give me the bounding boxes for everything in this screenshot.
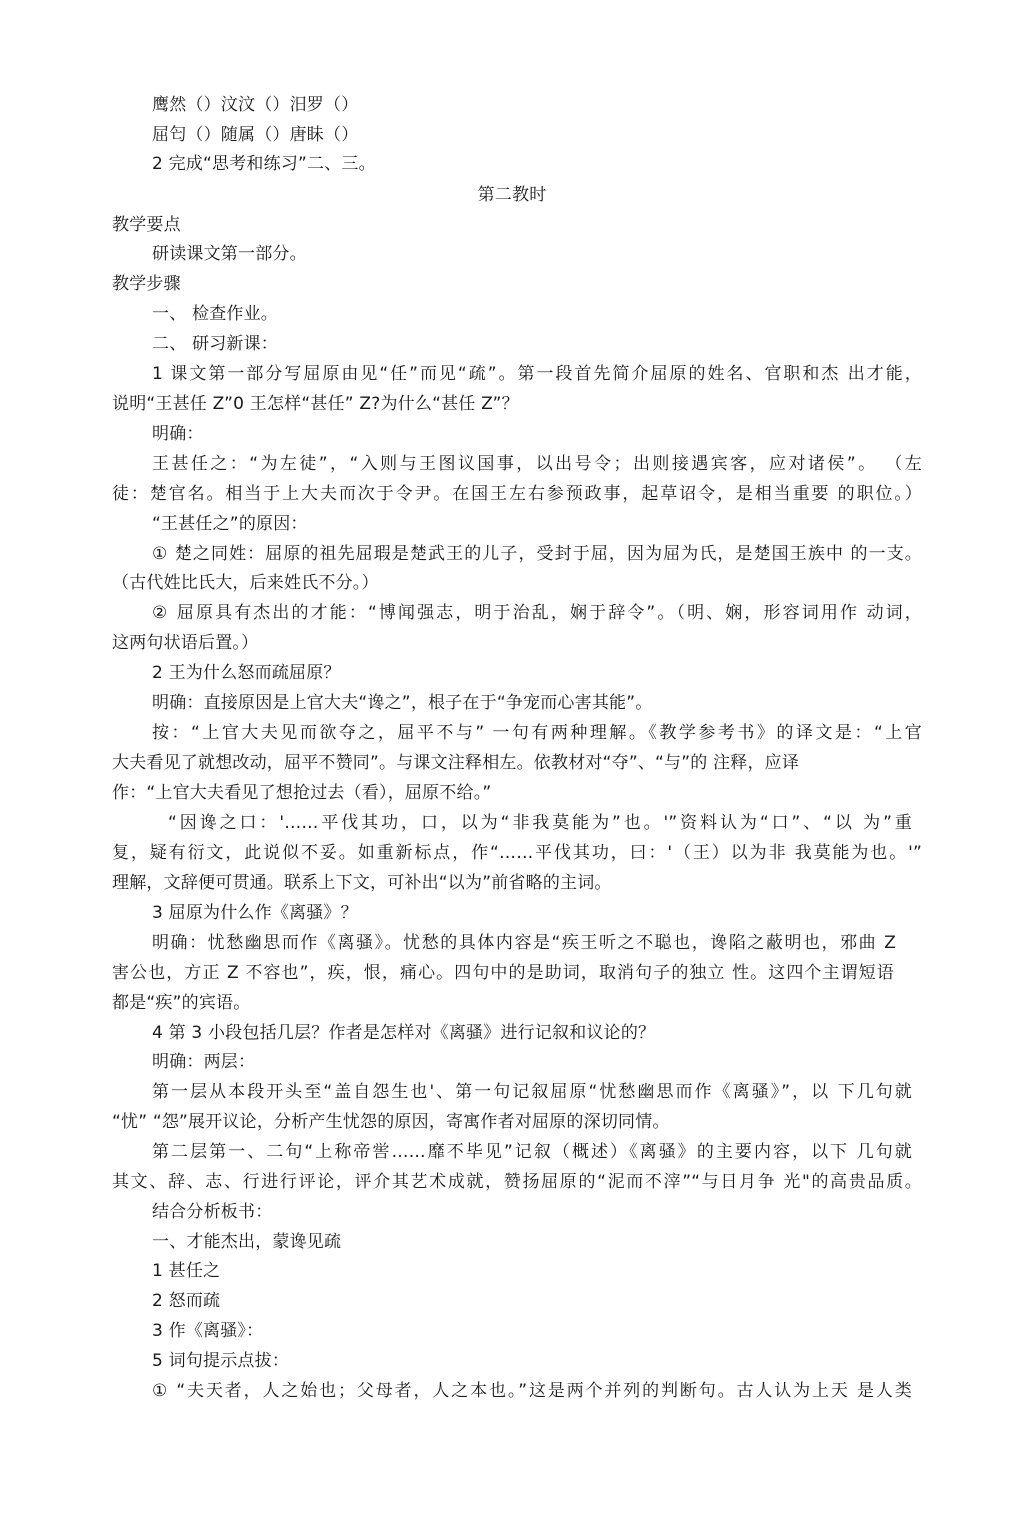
text-line-17: （古代姓比氏大，后来姓氏不分。） <box>112 573 379 593</box>
text-line-19: 这两句状语后置。） <box>112 633 259 653</box>
text-line-12: 明确： <box>152 424 204 444</box>
text-line-29: 明确：忧愁幽思而作《离骚》。忧愁的具体内容是“疾王听之不聪也，谗陷之蔽明也，邪曲 Z <box>152 933 896 953</box>
text-line-9: 二、 研习新课： <box>152 334 279 354</box>
text-line-13: 王甚任之：“为左徒”，“入则与王图议国事，以出号令；出则接遇宾客，应对诸侯”。 （左 <box>152 454 922 474</box>
text-line-33: 明确：两层： <box>152 1052 256 1072</box>
text-line-10: 1 课文第一部分写屈原由见“任”而见“疏”。第一段首先简介屈原的姓名、官职和杰 出才能， <box>152 364 922 384</box>
text-line-41: 2 怒而疏 <box>152 1291 221 1311</box>
text-line-44: ① “夫天者，人之始也；父母者，人之本也。”这是两个并列的判断句。古人认为上天 是人类 <box>152 1381 912 1401</box>
text-line-28: 3 屈原为什么作《离骚》？ <box>152 903 358 923</box>
text-line-24: 作：“上官大夫看见了想抢过去（看），屈原不给。” <box>112 783 492 803</box>
text-line-11: 说明“王甚任 Z”0 王怎样“甚任” Z?为什么“甚任 Z”？ <box>112 394 519 414</box>
text-line-35: “忧” “怨”展开议论，分析产生忧怨的原因，寄寓作者对屈原的深切同情。 <box>112 1112 670 1132</box>
text-line-1: 鹰然（）汶汶（）汨罗（） <box>152 95 359 115</box>
text-line-5: 教学要点 <box>112 215 181 235</box>
text-line-18: ② 屈原具有杰出的才能：“博闻强志，明于治乱，娴于辞令”。（明、娴，形容词用作 动词， <box>152 603 922 623</box>
text-line-40: 1 甚任之 <box>152 1261 221 1281</box>
text-line-39: 一、才能杰出，蒙谗见疏 <box>152 1232 342 1252</box>
text-line-42: 3 作《离骚》： <box>152 1321 264 1341</box>
text-line-7: 教学步骤 <box>112 274 181 294</box>
text-line-26: 复，疑有衍文，此说似不妥。如重新标点，作“……平伐其功，曰：'（王）以为非 我莫能为也。'” <box>112 843 922 863</box>
text-line-43: 5 词句提示点拔： <box>152 1351 290 1371</box>
text-line-25: “因谗之口：'……平伐其功，口，以为“非我莫能为”也。'”资料认为“口”、“以 为”重 <box>168 813 912 833</box>
text-line-15: “王甚任之”的原因： <box>152 514 308 534</box>
section-heading: 第二教时 <box>477 185 547 205</box>
text-line-31: 都是“疾”的宾语。 <box>112 993 251 1013</box>
text-line-30: 害公也，方正 Z 不容也”，疾，恨，痛心。四句中的是助词，取消句子的独立 性。这四个主谓短语 <box>112 963 894 983</box>
text-line-6: 研读课文第一部分。 <box>152 244 307 264</box>
text-line-34: 第一层从本段开头至“盖自怨生也'、第一句记叙屈原“忧愁幽思而作《离骚》”，以 下几句就 <box>152 1082 912 1102</box>
text-line-32: 4 第 3 小段包括几层？作者是怎样对《离骚》进行记叙和议论的？ <box>152 1023 656 1043</box>
text-line-23: 大夫看见了就想改动，屈平不赞同”。与课文注释相左。依教材对“夺”、“与”的 注释，应译 <box>112 753 800 773</box>
text-line-14: 徒：楚官名。相当于上大夫而次于令尹。在国王左右参预政事，起草诏令，是相当重要 的职位。） <box>112 484 922 504</box>
text-line-16: ① 楚之同姓：屈原的祖先屈瑕是楚武王的儿子，受封于屈，因为屈为氏，是楚国王族中 的一支。 <box>152 544 922 564</box>
text-line-37: 其文、辞、志、行进行评论，评介其艺术成就，赞扬屈原的“泥而不滓”“与日月争 光"的高贵品质。 <box>112 1172 922 1192</box>
text-line-27: 理解，文辞便可贯通。联系上下文，可补出“以为”前省略的主词。 <box>112 873 612 893</box>
text-line-36: 第二层第一、二句“上称帝喾……靡不毕见”记叙（概述）《离骚》的主要内容，以下 几句就 <box>152 1142 912 1162</box>
text-line-38: 结合分析板书： <box>152 1202 273 1222</box>
text-line-8: 一、 检查作业。 <box>152 304 279 324</box>
text-line-20: 2 王为什么怒而疏屈原？ <box>152 663 341 683</box>
text-line-3: 2 完成“思考和练习”二、三。 <box>152 154 376 174</box>
text-line-22: 按：“上官大夫见而欲夺之，屈平不与” 一句有两种理解。《教学参考书》的译文是：“上官 <box>152 723 922 743</box>
text-line-2: 屈匄（）随属（）唐眛（） <box>152 125 359 145</box>
text-line-21: 明确：直接原因是上官大夫“谗之”，根子在于“争宠而心害其能”。 <box>152 693 653 713</box>
